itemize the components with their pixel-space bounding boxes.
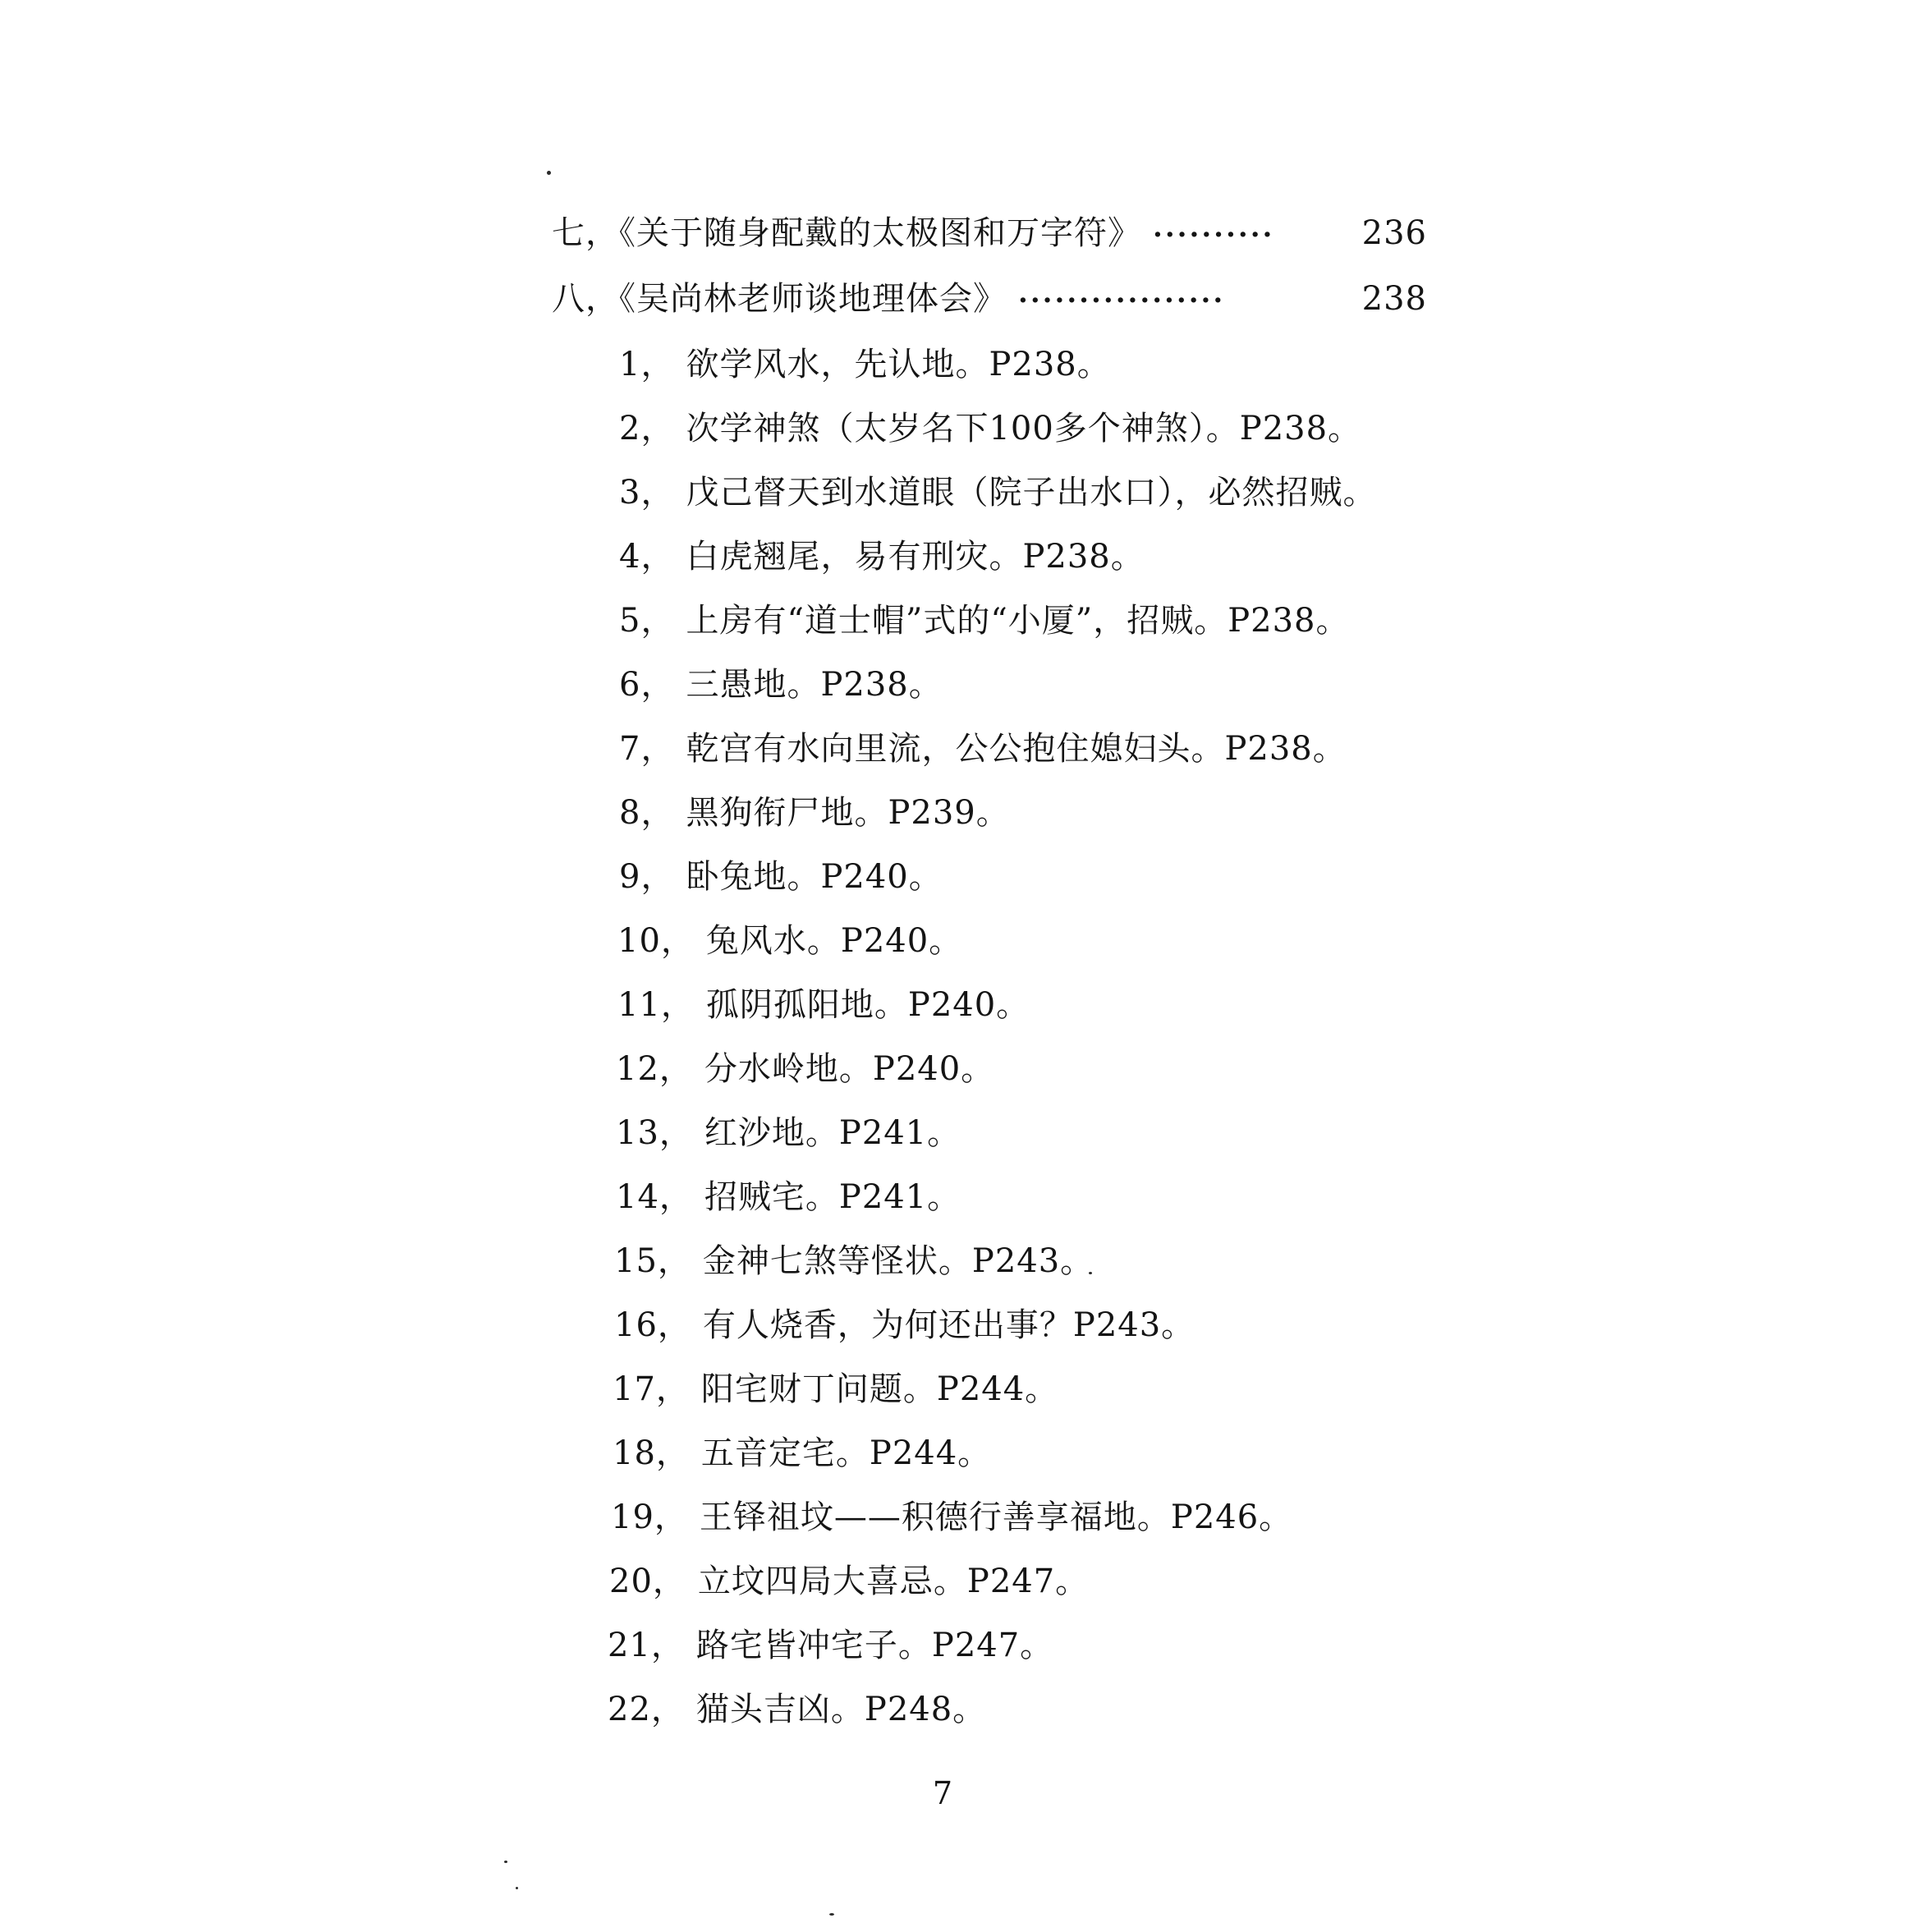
toc-item[interactable] (619, 601, 1350, 640)
toc-item[interactable] (619, 537, 1145, 576)
item-number: 8， (619, 794, 675, 832)
item-text: 有人烧香，为何还出事？P243。 (702, 1306, 1195, 1344)
item-number: 6， (619, 666, 675, 704)
item-text: 五音定宅。P244。 (700, 1434, 992, 1472)
toc-item[interactable] (619, 857, 943, 897)
toc-item[interactable] (614, 1306, 1195, 1345)
item-number: 10， (617, 922, 695, 960)
item-text: 上房有“道士帽”式的“小厦”，招贼。P238。 (686, 602, 1350, 640)
toc-item[interactable] (608, 1626, 1053, 1665)
item-number: 17， (613, 1370, 690, 1408)
chapter-page-number: 238 (1361, 280, 1427, 318)
item-text: 白虎翘尾，易有刑灾。P238。 (686, 538, 1145, 576)
item-number: 16， (614, 1306, 691, 1344)
item-text: 红沙地。P241。 (704, 1114, 961, 1152)
scan-speck (547, 171, 551, 175)
item-text: 王铎祖坟——积德行善享福地。P246。 (699, 1498, 1293, 1536)
item-text: 立坟四局大喜忌。P247。 (697, 1563, 1090, 1600)
toc-item[interactable] (616, 1113, 961, 1153)
toc-item[interactable] (608, 1690, 986, 1729)
item-text: 分水岭地。P240。 (704, 1050, 995, 1088)
toc-item[interactable] (619, 729, 1347, 769)
chapter-title: 七，《关于随身配戴的太极图和万字符》 (552, 214, 1141, 252)
item-text: 路宅皆冲宅子。P247。 (695, 1627, 1054, 1664)
item-text: 乾宫有水向里流，公公抱住媳妇头。P238。 (686, 730, 1347, 768)
toc-chapter-8[interactable] (552, 279, 1427, 320)
item-number: 7， (619, 730, 675, 768)
toc-item[interactable] (617, 921, 962, 961)
toc-item[interactable] (614, 1241, 1094, 1281)
item-number: 14， (616, 1178, 693, 1216)
item-number: 11， (617, 986, 695, 1024)
item-number: 21， (608, 1627, 685, 1664)
item-text: 阳宅财丁问题。P244。 (700, 1370, 1059, 1408)
toc-item[interactable] (613, 1434, 991, 1473)
toc-chapter-7[interactable] (552, 213, 1427, 255)
item-number: 18， (613, 1434, 690, 1472)
item-number: 3， (619, 474, 675, 512)
toc-item[interactable] (619, 345, 1111, 384)
toc-item[interactable] (609, 1562, 1089, 1601)
item-text: 金神七煞等怪状。P243。 (702, 1242, 1094, 1280)
toc-item[interactable] (619, 473, 1376, 512)
item-text: 三愚地。P238。 (686, 666, 943, 704)
item-text: 兔风水。P240。 (705, 922, 963, 960)
item-number: 20， (609, 1563, 686, 1600)
item-number: 4， (619, 538, 675, 576)
item-number: 22， (608, 1691, 685, 1728)
toc-item[interactable] (616, 1049, 994, 1089)
item-text: 欲学风水，先认地。P238。 (686, 346, 1111, 383)
item-text: 招贼宅。P241。 (704, 1178, 961, 1216)
item-text: 次学神煞（太岁名下100多个神煞）。P238。 (686, 410, 1362, 447)
item-text: 孤阴孤阳地。P240。 (705, 986, 1030, 1024)
toc-item[interactable] (619, 665, 943, 704)
scan-speck (829, 1913, 834, 1916)
item-text: 戊己督天到水道眼（院子出水口），必然招贼。 (686, 474, 1377, 512)
chapter-page-number: 236 (1361, 214, 1427, 252)
page-number: 7 (932, 1775, 953, 1811)
scan-speck (504, 1861, 507, 1863)
toc-item[interactable] (613, 1370, 1058, 1409)
item-text: 卧兔地。P240。 (686, 858, 943, 896)
dot-leader: ················· (1018, 284, 1226, 317)
dot-leader: ·········· (1153, 218, 1275, 251)
item-text: 黑狗衔尸地。P239。 (686, 794, 1010, 832)
item-number: 9， (619, 858, 675, 896)
item-number: 1， (619, 346, 675, 383)
toc-item[interactable] (619, 793, 1010, 833)
scan-speck (516, 1887, 518, 1889)
item-number: 15， (614, 1242, 691, 1280)
toc-item[interactable] (617, 985, 1030, 1025)
item-number: 5， (619, 602, 675, 640)
chapter-title: 八，《吴尚林老师谈地理体会》 (552, 280, 1007, 318)
item-text: 猫头吉凶。P248。 (695, 1691, 987, 1728)
item-number: 13， (616, 1114, 693, 1152)
toc-item[interactable] (616, 1177, 961, 1217)
toc-item[interactable] (619, 409, 1361, 448)
item-number: 12， (616, 1050, 693, 1088)
item-number: 2， (619, 410, 675, 447)
item-number: 19， (611, 1498, 688, 1536)
toc-item[interactable] (611, 1498, 1292, 1537)
